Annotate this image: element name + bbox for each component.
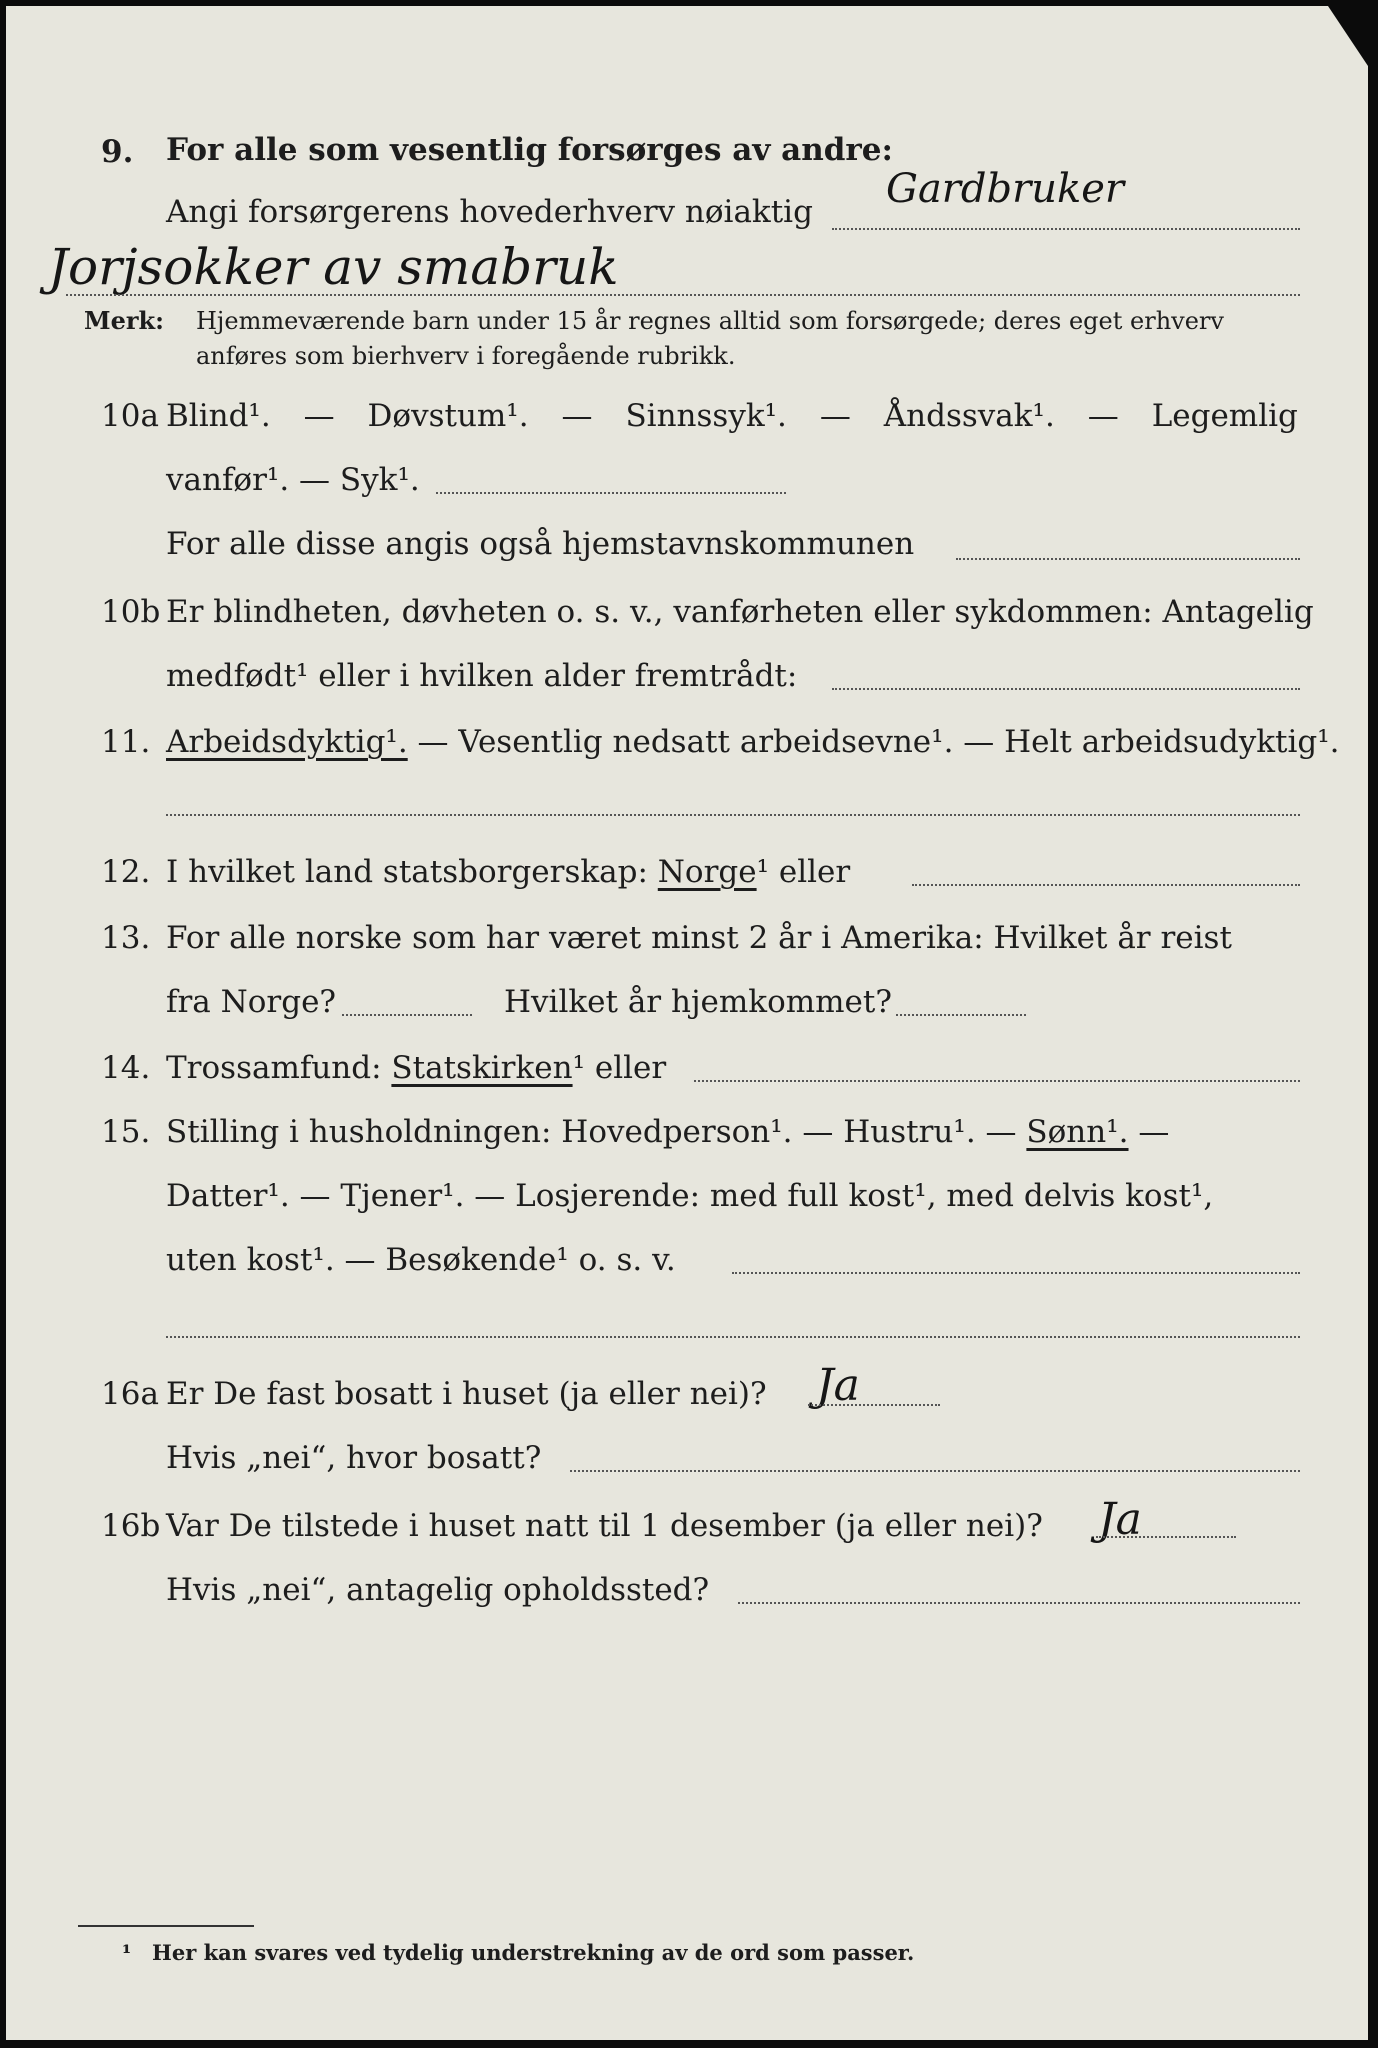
option-legemlig: Legemlig — [1151, 398, 1298, 434]
answer-line — [694, 1080, 1300, 1082]
answer-line — [732, 1272, 1300, 1274]
answer-line — [66, 294, 1300, 296]
question-text: Hvis „nei“, antagelig opholdssted? — [166, 1572, 710, 1608]
question-number: 16b — [101, 1508, 161, 1544]
question-text-pre: I hvilket land statsborgerskap: — [166, 854, 658, 890]
question-text: vanfør¹. — Syk¹. — [166, 462, 420, 498]
underlined-answer: Statskirken — [391, 1050, 573, 1086]
answer-line — [956, 558, 1300, 560]
question-text-pre: Stilling i husholdningen: Hovedperson¹. — Hustru¹. — — [166, 1114, 1027, 1150]
answer-line — [166, 1336, 1300, 1338]
answer-line — [166, 814, 1300, 816]
question-text-post: ¹ eller — [572, 1050, 667, 1086]
answer-line — [832, 688, 1300, 690]
question-text: Hvis „nei“, hvor bosatt? — [166, 1440, 542, 1476]
footnote-text: Her kan svares ved tydelig understrekning av de ord som passer. — [152, 1940, 915, 1965]
question-text: For alle disse angis også hjemstavnskommunen — [166, 526, 915, 562]
question-text-post: — — [1128, 1114, 1170, 1150]
answer-line — [832, 228, 1300, 230]
footnote-mark: ¹ — [122, 1940, 132, 1965]
answer-line — [436, 492, 786, 494]
handwritten-answer: Jorjsokker av smabruk — [48, 238, 619, 296]
question-text-pre: Trossamfund: — [166, 1050, 392, 1086]
answer-line — [896, 1014, 1026, 1016]
question-text: fra Norge? — [166, 984, 337, 1020]
question-text: Var De tilstede i huset natt til 1 desember (ja eller nei)? — [166, 1508, 1043, 1544]
question-text — [166, 1050, 666, 1086]
question-text-post: ¹ eller — [756, 854, 851, 890]
answer-line — [912, 884, 1300, 886]
answer-line — [738, 1602, 1300, 1604]
question-text: Er De fast bosatt i huset (ja eller nei)? — [166, 1376, 767, 1412]
question-title: For alle som vesentlig forsørges av andre: — [166, 132, 893, 168]
underlined-answer: Sønn¹. — [1026, 1114, 1129, 1150]
question-number: 13. — [101, 920, 151, 956]
dash: — — [303, 398, 335, 434]
note-text: anføres som bierhverv i foregående rubrikk. — [196, 342, 736, 370]
question-text: Angi forsørgerens hovederhverv nøiaktig — [166, 194, 813, 230]
question-text: Datter¹. — Tjener¹. — Losjerende: med full kost¹, med delvis kost¹, — [166, 1178, 1214, 1214]
question-text — [166, 854, 850, 890]
underlined-answer: Norge — [657, 854, 757, 890]
question-text-rest: — Vesentlig nedsatt arbeidsevne¹. — Helt arbeidsudyktig¹. — [407, 724, 1340, 760]
question-number: 12. — [101, 854, 151, 890]
torn-corner — [1328, 6, 1368, 66]
underlined-answer: Arbeidsdyktig¹. — [166, 724, 408, 760]
dash: — — [561, 398, 593, 434]
question-number: 10a — [101, 398, 159, 434]
question-number: 14. — [101, 1050, 151, 1086]
question-text: uten kost¹. — Besøkende¹ o. s. v. — [166, 1242, 676, 1278]
question-text — [166, 724, 1340, 760]
option-andssvak: Åndssvak¹. — [883, 398, 1055, 434]
question-number: 15. — [101, 1114, 151, 1150]
answer-line — [570, 1470, 1300, 1472]
answer-line — [342, 1014, 472, 1016]
handwritten-answer: Ja — [816, 1360, 860, 1411]
answer-line — [808, 1404, 940, 1406]
question-text: Hvilket år hjemkommet? — [504, 984, 892, 1020]
handwritten-answer: Ja — [1098, 1494, 1142, 1545]
dash: — — [819, 398, 851, 434]
question-text — [166, 398, 1298, 434]
option-sinnssyk: Sinnssyk¹. — [625, 398, 787, 434]
question-text: For alle norske som har været minst 2 år i Amerika: Hvilket år reist — [166, 920, 1232, 956]
question-number: 9. — [101, 134, 134, 170]
answer-line — [1096, 1536, 1236, 1538]
question-number: 10b — [101, 594, 161, 630]
question-number: 11. — [101, 724, 151, 760]
handwritten-answer: Gardbruker — [886, 166, 1125, 212]
option-blind: Blind¹. — [166, 398, 271, 434]
note-label: Merk: — [84, 306, 164, 335]
question-text: medfødt¹ eller i hvilken alder fremtrådt: — [166, 658, 798, 694]
dash: — — [1087, 398, 1119, 434]
question-text: Er blindheten, døvheten o. s. v., vanførheten eller sykdommen: Antagelig — [166, 594, 1314, 630]
note-text: Hjemmeværende barn under 15 år regnes alltid som forsørgede; deres eget erhverv — [196, 307, 1224, 335]
question-text — [166, 1114, 1169, 1150]
footnote-rule — [78, 1925, 254, 1927]
option-dovstum: Døvstum¹. — [367, 398, 529, 434]
form-page — [6, 6, 1368, 2040]
question-number: 16a — [101, 1376, 159, 1412]
